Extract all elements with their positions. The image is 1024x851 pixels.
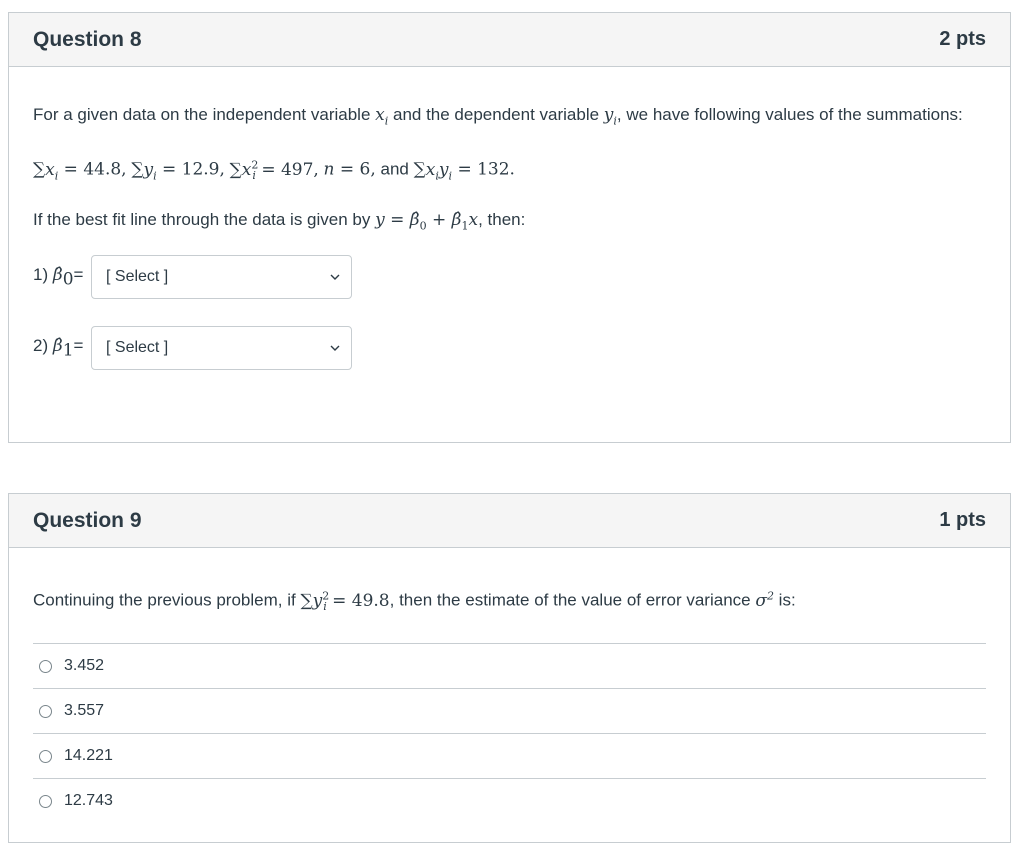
answer-label: 12.743: [64, 792, 113, 810]
question-9-card: [8, 493, 1011, 843]
question-8-title: Question 8: [33, 27, 142, 51]
beta1-row: [33, 326, 986, 370]
beta1-select[interactable]: [91, 326, 352, 370]
beta0-select[interactable]: [91, 255, 352, 299]
q9-text-a: Continuing the previous problem, if: [33, 590, 301, 610]
sum-x-value: = 44.8,: [63, 160, 127, 181]
sum-xy: $\sum x_iy_i = 132$.: [413, 160, 515, 183]
sum-y2-value: = 49.8: [332, 590, 390, 611]
bestfit-text-b: , then:: [478, 210, 526, 230]
sum-y: $\sum y_i = 12.9$,: [131, 160, 225, 183]
sum-x: $\sum x_i = 44.8$,: [33, 160, 127, 183]
chevron-down-icon: [329, 342, 341, 354]
n-value: n = 6,: [323, 160, 376, 181]
answer-option[interactable]: [33, 734, 986, 779]
sum-x2: $\sum x^2_i = 497$,: [229, 158, 319, 183]
question-8-header: [9, 13, 1010, 67]
beta0-row: [33, 255, 986, 299]
answer-list: [33, 643, 986, 823]
math-xi: $x_i$: [375, 105, 389, 128]
answer-option[interactable]: [33, 644, 986, 689]
intro-text-b: and the dependent variable: [388, 105, 604, 124]
question-8-intro: [33, 101, 986, 135]
sum-y-value: = 12.9,: [162, 160, 225, 181]
radio-circle-icon[interactable]: [39, 705, 52, 718]
radio-circle-icon[interactable]: [39, 750, 52, 763]
answer-label: 3.452: [64, 657, 105, 675]
beta1-label-number: 2): [33, 335, 49, 355]
question-9-text: [33, 582, 986, 621]
q9-text-c: is:: [773, 590, 796, 610]
beta0-label: 1) $\betâ_0=$: [33, 264, 84, 290]
chevron-down-icon: [329, 271, 341, 283]
sum-x2-value: = 497,: [261, 160, 319, 181]
question-8-bestfit: [33, 206, 986, 240]
question-8-sums: [33, 151, 986, 190]
intro-text-c: , we have following values of the summations:: [616, 105, 963, 124]
math-yi: $y_i$: [603, 105, 617, 128]
question-8-points: 2 pts: [939, 28, 986, 50]
sigma-squared: $\sigma^2$: [755, 589, 774, 611]
sum-xy-value: = 132.: [457, 160, 515, 181]
sum-y2: $\sum y^2_i = 49.8$: [300, 589, 390, 614]
beta1-label: 2) $\betâ_1=$: [33, 335, 84, 361]
q9-text-b: , then the estimate of the value of error variance: [389, 590, 756, 610]
answer-option[interactable]: [33, 779, 986, 823]
and-text: and: [380, 160, 409, 180]
beta0-select-value: [ Select ]: [106, 267, 169, 285]
bestfit-equation: $y = \betâ_0$ + $\betâ_1x$: [375, 210, 479, 233]
question-9-points: 1 pts: [939, 509, 986, 531]
question-9-body: [9, 548, 1010, 847]
answer-option[interactable]: [33, 689, 986, 734]
question-9-title: Question 9: [33, 508, 142, 532]
answer-label: 3.557: [64, 702, 105, 720]
question-8-card: [8, 12, 1011, 443]
question-8-body: [9, 67, 1010, 394]
n-value-text: = 6,: [339, 160, 376, 181]
intro-text-a: For a given data on the independent variable: [33, 105, 376, 124]
radio-circle-icon[interactable]: [39, 795, 52, 808]
bestfit-text-a: If the best fit line through the data is given by: [33, 210, 376, 230]
question-9-header: [9, 494, 1010, 548]
answer-label: 14.221: [64, 747, 113, 765]
beta0-label-number: 1): [33, 264, 49, 284]
beta1-select-value: [ Select ]: [106, 338, 169, 356]
radio-circle-icon[interactable]: [39, 660, 52, 673]
